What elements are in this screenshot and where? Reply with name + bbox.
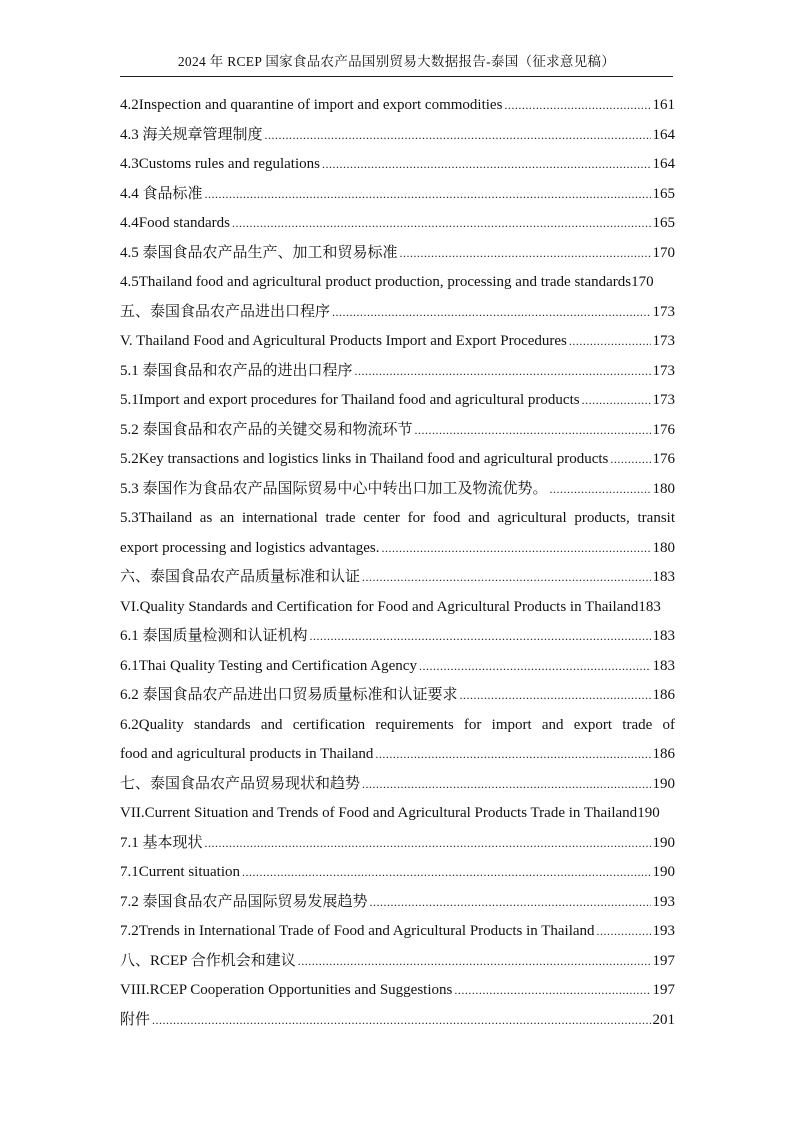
toc-page-number: 165 <box>652 215 675 231</box>
dot-leader <box>310 624 651 649</box>
toc-page-number: 173 <box>652 333 675 349</box>
table-of-contents <box>120 93 695 1037</box>
dot-leader <box>355 359 651 384</box>
toc-entry-text: 6.2Quality standards and certification requirements for import and export trade of <box>120 716 675 733</box>
toc-entry-text: 五、泰国食品农产品进出口程序 <box>120 303 331 320</box>
toc-page-number: 190 <box>637 805 660 821</box>
toc-entry[interactable] <box>120 329 695 359</box>
toc-entry-text: 4.4Food standards <box>120 215 230 231</box>
toc-entry[interactable] <box>120 388 695 418</box>
toc-entry[interactable] <box>120 123 695 153</box>
dot-leader <box>419 654 651 679</box>
toc-page-number: 197 <box>652 982 675 998</box>
dot-leader <box>415 418 651 443</box>
toc-entry[interactable] <box>120 919 695 949</box>
toc-entry[interactable] <box>120 536 695 566</box>
dot-leader <box>332 300 650 325</box>
toc-entry[interactable] <box>120 241 695 271</box>
toc-entry[interactable] <box>120 860 695 890</box>
toc-page-number: 201 <box>652 1011 675 1028</box>
toc-entry-text: VI.Quality Standards and Certification for Food and Agricultural Products in Thailand <box>120 598 639 615</box>
toc-page-number: 170 <box>652 244 675 261</box>
toc-entry-text: 5.2Key transactions and logistics links in Thailand food and agricultural products <box>120 451 609 467</box>
toc-page-number: 183 <box>652 657 675 674</box>
toc-page-number: 173 <box>652 362 675 379</box>
toc-page-number: 186 <box>652 687 675 703</box>
dot-leader <box>550 477 651 502</box>
dot-leader <box>454 978 650 1003</box>
toc-entry-text: 4.2Inspection and quarantine of import and export commodities <box>120 97 503 113</box>
toc-entry[interactable] <box>120 801 695 831</box>
toc-entry[interactable] <box>120 595 695 625</box>
dot-leader <box>322 152 651 177</box>
toc-page-number: 183 <box>638 598 661 615</box>
toc-entry-text: 7.2 泰国食品农产品国际贸易发展趋势 <box>120 893 368 910</box>
toc-entry[interactable] <box>120 447 695 477</box>
header-rule <box>120 76 673 77</box>
dot-leader <box>582 388 651 413</box>
toc-entry[interactable] <box>120 477 695 507</box>
toc-entry-text: 6.1 泰国质量检测和认证机构 <box>120 628 308 644</box>
dot-leader <box>504 93 650 118</box>
toc-entry-text: export processing and logistics advantages. <box>120 539 380 556</box>
toc-page-number: 173 <box>652 303 675 320</box>
dot-leader <box>362 565 650 590</box>
toc-entry-text: 4.5 泰国食品农产品生产、加工和贸易标准 <box>120 244 398 261</box>
toc-entry[interactable] <box>120 654 695 684</box>
toc-entry[interactable] <box>120 565 695 595</box>
running-header: 2024 年 RCEP 国家食品农产品国别贸易大数据报告-泰国（征求意见稿） <box>177 54 616 69</box>
toc-entry[interactable] <box>120 831 695 861</box>
toc-entry-text: 八、RCEP 合作机会和建议 <box>120 952 296 969</box>
toc-entry-text: 7.2Trends in International Trade of Food and Agricultural Products in Thailand <box>120 923 595 939</box>
toc-page-number: 180 <box>652 539 675 556</box>
toc-entry[interactable] <box>120 418 695 448</box>
toc-entry-text: 7.1Current situation <box>120 864 240 880</box>
toc-entry[interactable] <box>120 152 695 182</box>
toc-entry-text: 6.1Thai Quality Testing and Certification Agency <box>120 657 417 674</box>
toc-page-number: 180 <box>652 480 675 497</box>
toc-entry[interactable] <box>120 978 695 1008</box>
toc-entry[interactable] <box>120 1008 695 1038</box>
dot-leader <box>375 742 650 767</box>
dot-leader <box>362 772 650 797</box>
toc-page-number: 176 <box>652 421 675 438</box>
dot-leader <box>265 123 651 148</box>
toc-entry-text: 7.1 基本现状 <box>120 834 203 851</box>
toc-page-number: 193 <box>652 923 675 939</box>
toc-entry[interactable] <box>120 93 695 123</box>
toc-entry[interactable] <box>120 890 695 920</box>
toc-entry-text: 6.2 泰国食品农产品进出口贸易质量标准和认证要求 <box>120 687 458 703</box>
toc-page-number: 170 <box>631 274 654 290</box>
toc-page-number: 190 <box>652 775 675 792</box>
toc-page-number: 183 <box>652 628 675 644</box>
toc-entry-text: 4.3 海关规章管理制度 <box>120 126 263 143</box>
dot-leader <box>400 241 651 266</box>
toc-entry-text: 5.1 泰国食品和农产品的进出口程序 <box>120 362 353 379</box>
dot-leader <box>597 919 651 944</box>
dot-leader <box>242 860 651 885</box>
toc-entry[interactable] <box>120 270 695 300</box>
toc-page-number: 161 <box>652 97 675 113</box>
toc-entry[interactable] <box>120 683 695 713</box>
toc-entry-text: VIII.RCEP Cooperation Opportunities and Suggestions <box>120 982 453 998</box>
toc-entry-text: 4.3Customs rules and regulations <box>120 156 320 172</box>
toc-page-number: 183 <box>652 569 675 585</box>
toc-page-number: 176 <box>652 451 675 467</box>
dot-leader <box>569 329 651 354</box>
toc-entry[interactable] <box>120 182 695 212</box>
toc-entry-text: 4.4 食品标准 <box>120 185 203 202</box>
toc-entry-text: 七、泰国食品农产品贸易现状和趋势 <box>120 775 361 792</box>
dot-leader <box>205 182 651 207</box>
toc-entry[interactable] <box>120 742 695 772</box>
toc-entry-text: food and agricultural products in Thailand <box>120 746 374 762</box>
toc-entry-text: VII.Current Situation and Trends of Food and Agricultural Products Trade in Thailand <box>120 805 638 821</box>
toc-entry-text: 5.3 泰国作为食品农产品国际贸易中心中转出口加工及物流优势。 <box>120 480 548 497</box>
toc-entry[interactable] <box>120 949 695 979</box>
toc-page-number: 164 <box>652 156 675 172</box>
toc-entry[interactable] <box>120 713 695 743</box>
toc-page-number: 197 <box>652 952 675 969</box>
toc-entry-text: 附件 <box>120 1011 151 1028</box>
dot-leader <box>610 447 650 472</box>
toc-entry[interactable] <box>120 506 695 536</box>
dot-leader <box>232 211 651 236</box>
toc-page-number: 193 <box>652 893 675 910</box>
toc-entry-text: 5.3Thailand as an international trade center for food and agricultural products, transit <box>120 510 675 526</box>
dot-leader <box>460 683 651 708</box>
toc-page-number: 186 <box>652 746 675 762</box>
dot-leader <box>152 1008 650 1033</box>
toc-page-number: 190 <box>652 864 675 880</box>
dot-leader <box>205 831 651 856</box>
toc-page-number: 165 <box>652 185 675 202</box>
dot-leader <box>382 536 651 561</box>
toc-entry[interactable] <box>120 772 695 802</box>
toc-entry[interactable] <box>120 359 695 389</box>
toc-entry[interactable] <box>120 624 695 654</box>
dot-leader <box>298 949 651 974</box>
toc-page-number: 190 <box>652 834 675 851</box>
toc-entry[interactable] <box>120 300 695 330</box>
toc-entry-text: 4.5Thailand food and agricultural product production, processing and trade standards <box>120 274 632 290</box>
dot-leader <box>370 890 651 915</box>
toc-entry-text: 六、泰国食品农产品质量标准和认证 <box>120 569 361 585</box>
toc-entry[interactable] <box>120 211 695 241</box>
toc-entry-text: V. Thailand Food and Agricultural Products Import and Export Procedures <box>120 333 567 349</box>
toc-entry-text: 5.1Import and export procedures for Thailand food and agricultural products <box>120 392 580 408</box>
toc-page-number: 173 <box>652 392 675 408</box>
toc-page-number: 164 <box>652 126 675 143</box>
toc-entry-text: 5.2 泰国食品和农产品的关键交易和物流环节 <box>120 421 413 438</box>
